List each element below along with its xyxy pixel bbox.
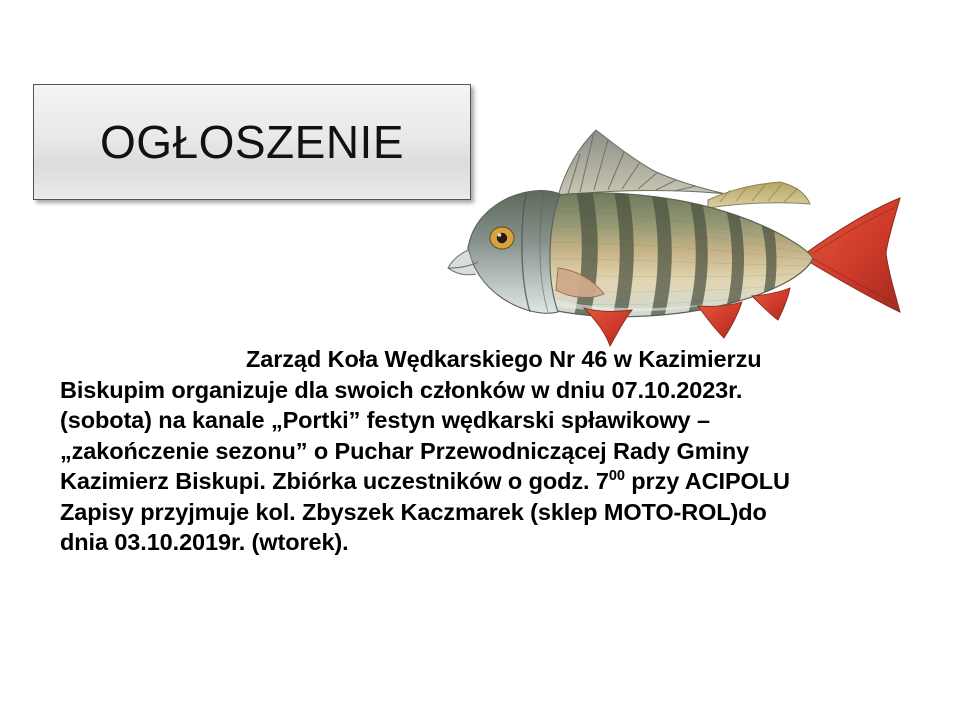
announcement-line-3: (sobota) na kanale „Portki” festyn wędkarski spławikowy – [60,407,710,434]
announcement-line-7: dnia 03.10.2019r. (wtorek). [60,529,349,556]
announcement-line-5b: przy ACIPOLU [624,468,790,495]
announcement-title-box [33,84,471,200]
announcement-time-superscript: 00 [608,468,625,485]
announcement-line-1: Zarząd Koła Wędkarskiego Nr 46 w Kazimierzu [246,346,762,372]
tail-fin [806,198,900,312]
fish-eye [490,227,514,249]
dorsal-fin-spiny [558,130,726,196]
fish-head [448,191,560,314]
announcement-line-6: Zapisy przyjmuje kol. Zbyszek Kaczmarek (sklep MOTO-ROL)do [60,498,767,525]
announcement-line-4: „zakończenie sezonu” o Puchar Przewodniczącej Rady Gminy [60,437,750,464]
announcement-line-5a: Kazimierz Biskupi. Zbiórka uczestników o godz. 7 [60,468,609,495]
announcement-line-2: Biskupim organizuje dla swoich członków w dniu 07.10.2023r. [60,376,743,403]
announcement-body [60,344,908,558]
anal-fin [698,302,742,338]
pelvic-fin [584,308,632,346]
perch-fish-illustration [408,98,938,348]
page-title: OGŁOSZENIE [99,116,405,168]
dorsal-fin-soft [708,182,810,208]
